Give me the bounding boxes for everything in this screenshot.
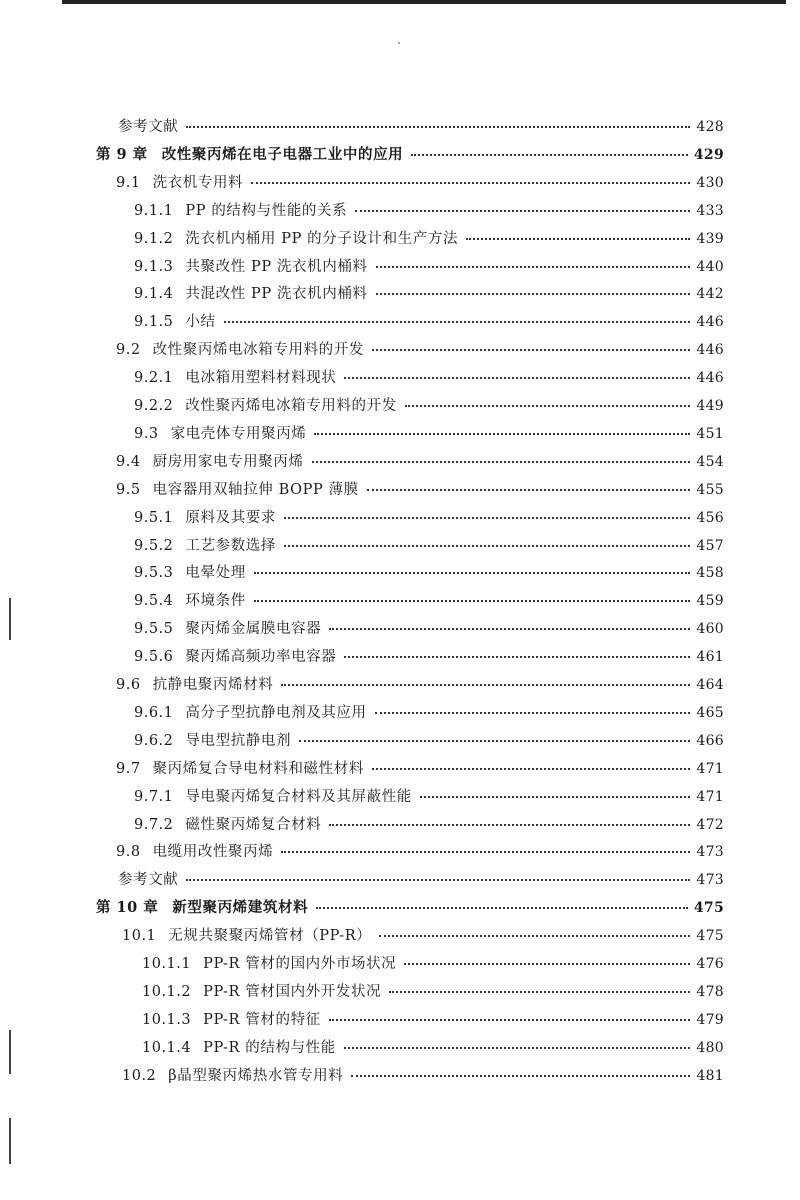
toc-entry[interactable] (134, 509, 724, 527)
dot-leader (367, 489, 691, 491)
toc-entry[interactable] (134, 537, 724, 555)
dot-leader (316, 907, 688, 909)
toc-title: PP-R 管材的特征 (203, 1011, 321, 1028)
toc-entry[interactable] (134, 704, 724, 722)
dot-leader (329, 1019, 691, 1021)
dot-leader (389, 991, 690, 993)
dot-leader (344, 377, 690, 379)
toc-title: 导电型抗静电剂 (185, 732, 292, 749)
toc-number: 10.1.1 (142, 956, 192, 972)
toc-number: 10.1.2 (142, 983, 192, 1000)
dot-leader (281, 851, 690, 853)
toc-entry[interactable] (134, 620, 724, 638)
toc-entry[interactable] (134, 732, 724, 750)
toc-title: PP-R 管材的国内外市场状况 (203, 956, 397, 972)
toc-page-number: 428 (696, 119, 724, 135)
toc-page-number: 476 (696, 956, 724, 972)
toc-title: 导电聚丙烯复合材料及其屏蔽性能 (185, 788, 412, 805)
toc-number: 9.1.2 (134, 230, 174, 247)
toc-number: 9.2.2 (134, 398, 174, 414)
toc-entry[interactable] (142, 983, 724, 1001)
dot-leader (372, 768, 690, 770)
dot-leader (186, 126, 690, 128)
toc-number: 10.1 (122, 928, 157, 945)
toc-number: 9.5.3 (134, 565, 174, 582)
toc-number: 9.1.5 (134, 314, 174, 331)
toc-number: 9.5.1 (134, 509, 174, 526)
toc-number: 9.5.4 (134, 593, 174, 610)
dot-leader (466, 238, 690, 240)
toc-number: 9.6.2 (134, 732, 174, 749)
toc-title: β晶型聚丙烯热水管专用料 (168, 1067, 344, 1084)
toc-title: PP 的结构与性能的关系 (185, 202, 348, 219)
toc-chapter-entry[interactable] (96, 146, 724, 164)
toc-title: 电冰箱用塑料材料现状 (185, 370, 337, 387)
toc-title: 洗衣机专用料 (152, 174, 244, 191)
toc-number: 10.1.4 (142, 1039, 192, 1056)
margin-mark (9, 598, 11, 640)
dot-leader (404, 963, 690, 965)
toc-number: 9.2.1 (134, 370, 174, 387)
toc-page-number: 479 (696, 1011, 724, 1028)
toc-entry[interactable] (116, 453, 724, 471)
toc-title: 电容器用双轴拉伸 BOPP 薄膜 (152, 481, 359, 498)
toc-number: 10.1.3 (142, 1011, 192, 1028)
toc-number: 9.2 (116, 342, 141, 359)
dot-leader (312, 461, 691, 463)
toc-page-number: 459 (696, 593, 724, 610)
toc-number: 9.5.6 (134, 649, 174, 666)
toc-title: 厨房用家电专用聚丙烯 (152, 453, 304, 470)
toc-entry[interactable] (122, 1067, 724, 1085)
dot-leader (376, 293, 691, 295)
toc-entry[interactable] (134, 648, 724, 666)
toc-entry[interactable] (116, 676, 724, 694)
toc-page-number: 430 (696, 174, 724, 191)
toc-title: 新型聚丙烯建筑材料 (172, 899, 309, 917)
dot-leader (376, 266, 691, 268)
toc-number: 10.2 (122, 1067, 157, 1084)
toc-page-number: 455 (696, 481, 724, 498)
toc-title: 参考文献 (118, 119, 179, 135)
dot-leader (411, 154, 688, 156)
dot-leader (254, 572, 691, 574)
toc-page-number: 456 (696, 509, 724, 526)
toc-title: 改性聚丙烯在电子电器工业中的应用 (161, 145, 404, 163)
toc-entry[interactable] (116, 760, 724, 778)
toc-number: 9.1.4 (134, 286, 174, 303)
toc-number: 9.6 (116, 677, 141, 693)
dot-leader (251, 182, 690, 184)
dot-leader (314, 433, 690, 435)
toc-page-number: 478 (696, 983, 724, 1000)
toc-page-number: 460 (696, 621, 724, 638)
toc-page-number: 475 (693, 900, 724, 917)
toc-entry[interactable] (118, 118, 724, 136)
toc-entry[interactable] (134, 788, 724, 806)
toc-title: PP-R 的结构与性能 (203, 1039, 336, 1056)
dot-leader (420, 796, 690, 798)
toc-page-number: 457 (696, 537, 724, 554)
toc-entry[interactable] (142, 955, 724, 973)
toc-entry[interactable] (116, 341, 724, 359)
toc-page-number: 472 (696, 816, 724, 833)
toc-entry[interactable] (142, 1011, 724, 1029)
toc-entry[interactable] (134, 592, 724, 610)
dot-leader (375, 712, 691, 714)
dot-leader (329, 824, 690, 826)
toc-page-number: 458 (696, 565, 724, 582)
toc-page-number: 464 (696, 677, 724, 693)
dot-leader (254, 600, 691, 602)
toc-title: 聚丙烯高频功率电容器 (185, 649, 337, 666)
toc-entry[interactable] (134, 425, 724, 443)
toc-number: 9.4 (116, 453, 141, 470)
margin-mark (9, 1118, 11, 1164)
dot-leader (284, 545, 690, 547)
toc-title: 原料及其要求 (185, 509, 277, 526)
toc-page-number: 473 (696, 844, 724, 861)
toc-title: 工艺参数选择 (185, 537, 277, 554)
toc-number: 9.7 (116, 760, 141, 777)
toc-title: PP-R 管材国内外开发状况 (203, 983, 382, 1000)
toc-title: 环境条件 (185, 593, 246, 610)
toc-number: 9.8 (116, 844, 141, 861)
toc-page-number: 446 (696, 314, 724, 331)
toc-title: 电缆用改性聚丙烯 (152, 844, 274, 861)
toc-number: 9.5 (116, 481, 141, 498)
toc-page-number: 466 (696, 732, 724, 749)
toc-entry[interactable] (134, 313, 724, 331)
toc-page-number: 439 (696, 230, 724, 247)
toc-number: 9.7.1 (134, 788, 174, 805)
toc-page-number: 480 (696, 1039, 724, 1056)
toc-entry[interactable] (142, 1039, 724, 1057)
toc-number: 第 9 章 (96, 145, 148, 163)
toc-title: 小结 (185, 314, 216, 331)
toc-title: 改性聚丙烯电冰箱专用料的开发 (185, 398, 397, 414)
toc-entry[interactable] (134, 564, 724, 582)
toc-title: 抗静电聚丙烯材料 (152, 677, 274, 693)
toc-number: 第 10 章 (96, 899, 159, 917)
toc-chapter-entry[interactable] (96, 899, 724, 917)
toc-title: 共聚改性 PP 洗衣机内桶料 (185, 258, 368, 275)
dot-leader (186, 879, 690, 881)
dot-leader (351, 1075, 690, 1077)
toc-number: 9.5.2 (134, 537, 174, 554)
toc-number: 9.6.1 (134, 704, 174, 721)
toc-page-number: 446 (696, 342, 724, 359)
toc-entry[interactable] (134, 230, 724, 248)
toc-entry[interactable] (116, 843, 724, 861)
margin-mark (9, 1030, 11, 1074)
dot-leader (299, 740, 690, 742)
toc-entry[interactable] (122, 927, 724, 945)
dot-leader (281, 684, 690, 686)
dot-leader (329, 628, 690, 630)
toc-number: 9.7.2 (134, 816, 174, 833)
toc-entry[interactable] (134, 816, 724, 834)
toc-page-number: 461 (696, 649, 724, 666)
toc-title: 改性聚丙烯电冰箱专用料的开发 (152, 342, 364, 359)
dot-leader (284, 517, 690, 519)
toc-entry[interactable] (134, 285, 724, 303)
toc-page-number: 473 (696, 872, 724, 889)
toc-entry[interactable] (116, 174, 724, 192)
toc-page-number: 471 (696, 760, 724, 777)
toc-page-number: 429 (693, 146, 724, 163)
toc-title: 聚丙烯复合导电材料和磁性材料 (152, 760, 364, 777)
toc-page-number: 454 (696, 453, 724, 470)
toc-title: 洗衣机内桶用 PP 的分子设计和生产方法 (185, 230, 459, 247)
dot-leader (224, 321, 691, 323)
toc-title: 高分子型抗静电剂及其应用 (185, 704, 367, 721)
toc-title: 参考文献 (118, 872, 179, 889)
toc-page-number: 475 (696, 928, 724, 945)
dot-leader (372, 349, 690, 351)
top-border-rule (62, 0, 786, 4)
toc-number: 9.1 (116, 174, 141, 191)
toc-page-number: 449 (696, 398, 724, 414)
toc-title: 电晕处理 (185, 565, 246, 582)
toc-title: 共混改性 PP 洗衣机内桶料 (185, 286, 368, 303)
toc-number: 9.1.1 (134, 202, 174, 219)
toc-page-number: 440 (696, 258, 724, 275)
toc-page-number: 451 (696, 425, 724, 442)
toc-entry[interactable] (116, 481, 724, 499)
dot-leader (379, 935, 690, 937)
toc-title: 家电壳体专用聚丙烯 (170, 425, 307, 442)
dot-leader (344, 656, 690, 658)
toc-page-number: 481 (696, 1067, 724, 1084)
toc-title: 磁性聚丙烯复合材料 (185, 816, 322, 833)
toc-entry[interactable] (134, 369, 724, 387)
dot-leader (355, 210, 690, 212)
dot-leader (405, 405, 691, 407)
scan-speck (398, 42, 400, 44)
toc-number: 9.3 (134, 425, 159, 442)
toc-page-number: 471 (696, 788, 724, 805)
toc-page-number: 433 (696, 202, 724, 219)
toc-title: 聚丙烯金属膜电容器 (185, 621, 322, 638)
toc-number: 9.5.5 (134, 621, 174, 638)
toc-number: 9.1.3 (134, 258, 174, 275)
toc-page-number: 446 (696, 370, 724, 387)
toc-page-number: 465 (696, 704, 724, 721)
dot-leader (344, 1047, 691, 1049)
toc-title: 无规共聚聚丙烯管材（PP-R） (168, 928, 372, 945)
toc-entry[interactable] (134, 258, 724, 276)
toc-entry[interactable] (134, 202, 724, 220)
toc-entry[interactable] (134, 397, 724, 415)
toc-page-number: 442 (696, 286, 724, 303)
toc-entry[interactable] (118, 871, 724, 889)
